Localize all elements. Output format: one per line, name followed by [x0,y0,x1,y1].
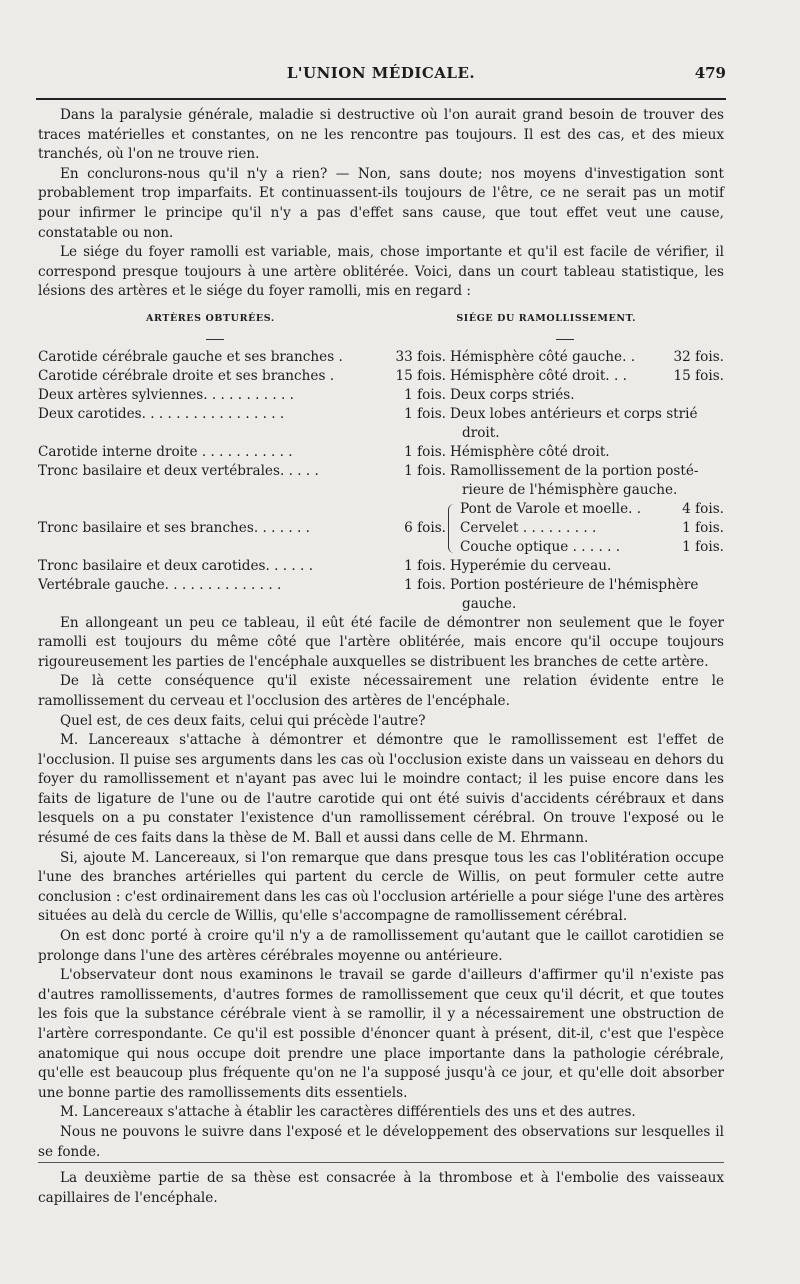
header-dashes [38,331,724,348]
site-cell-continuation: droit. [462,424,500,441]
table-row [38,462,724,481]
table-row [38,443,724,462]
paragraph: En allongeant un peu ce tableau, il eût été facile de démontrer non seulement que le foyer ramolli est toujours du même côté que l'artère oblitérée, mais encore qu'il occupe toujours rigoureusement les parties de l'encéphale auxquelles se distribuent les branches de cette artère. [38,614,724,670]
table-row [38,557,724,576]
site-cell: Hémisphère côté droit. [450,443,610,460]
paragraph: Si, ajoute M. Lancereaux, si l'on remarque que dans presque tous les cas l'oblitération occupe l'une des branches artérielles qui partent du cercle de Willis, on peut formuler cette autre conclusion : c'est ordinairement dans les cas où l'occlusion artérielle a pour siége l'une des artères situées au delà du cercle de Willis, qu'elle s'accompagne de ramollissement cérébral. [38,849,724,925]
dash [206,339,224,348]
table-row [38,348,724,367]
column-header-site: SIÉGE DU RAMOLLISSEMENT. [456,312,636,324]
site-cell: Hémisphère côté gauche. . 32 fois. [450,348,724,365]
journal-title: L'UNION MÉDICALE. [286,64,476,82]
dash [556,339,574,348]
site-cell: Deux lobes antérieurs et corps strié [450,405,698,422]
count-cell: 1 fois. [404,443,446,460]
paragraph: Nous ne pouvons le suivre dans l'exposé et le développement des observations sur lesquelles il se fonde. [38,1123,724,1160]
table-row [38,576,724,595]
count-cell: 1 fois. [404,386,446,403]
site-cell: Portion postérieure de l'hémisphère [450,576,699,593]
page-content [38,106,724,1208]
statistics-table [38,309,724,614]
artery-cell: Carotide cérébrale gauche et ses branches . [38,348,343,365]
table-row-continuation [38,481,724,500]
count-cell: 6 fois. [404,519,446,536]
paragraph: L'observateur dont nous examinons le travail se garde d'ailleurs d'affirmer qu'il n'existe pas d'autres ramollissements, d'autres formes de ramollissement que ceux qu'il décrit, et que toutes les fois que la substance cérébrale vient à se ramollir, il y a nécessairement une obstruction de l'artère correspondante. Ce qu'il est possible d'énoncer quant à présent, dit-il, c'est que l'espèce anatomique qui nous occupe doit prendre une place importante dans la pathologie cérébrale, qu'elle est beaucoup plus fréquente qu'on ne l'a supposé jusqu'à ce jour, et qu'elle doit absorber une bonne partie des ramollissements dits essentiels. [38,967,724,1101]
artery-cell: Vertébrale gauche. . . . . . . . . . . . . . [38,576,282,593]
site-cell: Deux corps striés. [450,386,575,403]
count-cell: 1 fois. [404,557,446,574]
brace-item: Couche optique . . . . . . 1 fois. [460,538,724,555]
count-cell: 1 fois. [404,576,446,593]
count-cell: 33 fois. [395,348,446,365]
paragraph: Le siége du foyer ramolli est variable, mais, chose importante et qu'il est facile de vérifier, il correspond presque toujours à une artère oblitérée. Voici, dans un court tableau statistique, les lésions des artères et le siége du foyer ramolli, mis en regard : [38,244,724,300]
brace-group [446,500,724,557]
column-header-arteries: ARTÈRES OBTURÉES. [146,312,275,324]
table-row-continuation [38,424,724,443]
count-cell: 1 fois. [404,462,446,479]
table-row [38,367,724,386]
paragraph: Dans la paralysie générale, maladie si destructive où l'on aurait grand besoin de trouver des traces matérielles et constantes, on ne les rencontre pas toujours. Il est des cas, et des mieux tranchés, où l'on ne trouve rien. [38,107,724,163]
site-cell: Hémisphère côté droit. . . 15 fois. [450,367,724,384]
site-cell: Hyperémie du cerveau. [450,557,612,574]
site-cell-continuation: gauche. [462,595,517,612]
paragraph: De là cette conséquence qu'il existe nécessairement une relation évidente entre le ramollissement du cerveau et l'occlusion des artères de l'encéphale. [38,673,724,709]
running-header [36,60,726,88]
table-row-continuation [38,595,724,614]
artery-cell: Tronc basilaire et deux carotides. . . . . . [38,557,314,574]
count-cell: 1 fois. [404,405,446,422]
site-cell: Ramollissement de la portion posté- [450,462,699,479]
site-cell-continuation: rieure de l'hémisphère gauche. [462,481,678,498]
paragraph: Quel est, de ces deux faits, celui qui précède l'autre? [60,712,426,729]
artery-cell: Deux artères sylviennes. . . . . . . . . . . [38,386,294,403]
table-row-brace [38,500,724,557]
page-number: 479 [694,64,726,82]
table-row [38,386,724,405]
paragraph: On est donc porté à croire qu'il n'y a de ramollissement qu'autant que le caillot carotidien se prolonge dans l'une des artères cérébrales moyenne ou antérieure. [38,928,724,964]
artery-cell: Deux carotides. . . . . . . . . . . . . . . . . [38,405,285,422]
artery-cell: Tronc basilaire et ses branches. . . . . . . [38,519,311,536]
artery-cell: Carotide interne droite . . . . . . . . . . . [38,443,293,460]
paragraph: M. Lancereaux s'attache à démontrer et démontre que le ramollissement est l'effet de l'occlusion. Il puise ses arguments dans les cas où l'occlusion existe dans un vaisseau en dehors du foyer du ramollissement et n'ayant pas avec lui le moindre contact; il les puise encore dans les faits de ligature de l'une ou de l'autre carotide qui ont été suivis d'accidents cérébraux et dans lesquels on a pu constater l'existence d'un ramollissement cérébral. On trouve l'exposé ou le résumé de ces faits dans la thèse de M. Ball et aussi dans celle de M. Ehrmann. [38,732,724,847]
table-header [38,309,724,329]
closing-paragraph: La deuxième partie de sa thèse est consacrée à la thrombose et à l'embolie des vaisseaux capillaires de l'encéphale. [38,1162,724,1208]
paragraph: En conclurons-nous qu'il n'y a rien? — Non, sans doute; nos moyens d'investigation sont probablement trop imparfaits. Et continuassent-ils toujours de l'être, ce ne serait pas un motif pour infirmer le principe qu'il n'y a pas d'effet sans cause, que tout effet veut une cause, constatable ou non. [38,165,724,241]
brace-item: Cervelet . . . . . . . . . 1 fois. [460,519,724,536]
artery-cell: Tronc basilaire et deux vertébrales. . . . . [38,462,319,479]
table-row [38,405,724,424]
count-cell: 15 fois. [395,367,446,384]
paragraph: M. Lancereaux s'attache à établir les caractères différentiels des uns et des autres. [60,1104,636,1121]
brace-item: Pont de Varole et moelle. . 4 fois. [460,500,724,517]
artery-cell: Carotide cérébrale droite et ses branches . [38,367,335,384]
header-rule [36,98,726,100]
